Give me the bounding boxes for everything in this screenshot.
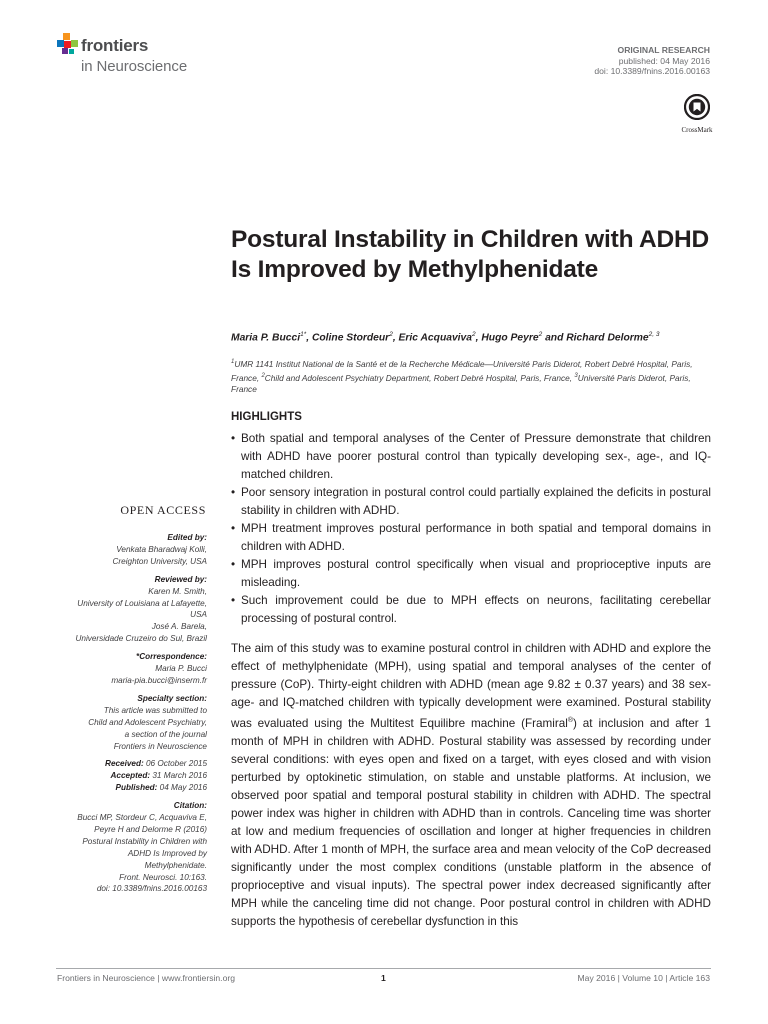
affiliation-text: UMR 1141 Institut National de la Santé et de la Recherche Médicale—Université Paris Diderot, Robert Debré Hospital, Paris, France, <box>231 358 693 383</box>
article-meta <box>594 45 710 77</box>
article-info-sidebar <box>56 532 207 901</box>
affiliation-text: Université Paris Diderot, Paris, France <box>231 372 691 395</box>
dates-section <box>56 758 207 794</box>
reviewed-by-section <box>56 574 207 645</box>
frontiers-logo-icon <box>57 33 79 57</box>
highlight-item: • MPH improves postural control specifically when visual and proprioceptive inputs are misleading. <box>231 556 711 592</box>
specialty-list <box>56 705 207 753</box>
abstract-text-part2: ) at inclusion and after 1 month of MPH in children with ADHD. Postural stability was assessed by recording under several conditions: with eyes open and fixed on a target, with eyes closed and with vision perturbed by optokinetic stimulation, on stable and unstable platforms. At inclusion, we observed poor spatial and temporal postural stability in children with ADHD. The spectral power index was higher in children with ADHD than in controls. Canceling time was shorter at low and medium frequencies of oscillation and longer at higher frequencies in children with ADHD. After 1 month of MPH, the surface area and mean velocity of the CoP decreased significantly under the most complex conditions (unstable platform in the absence of proprioceptive and visual inputs). The spectral power index decreased significantly after MPH while the canceling time did not change. Poor postural control in children with ADHD supports the hypothesis of cerebellar dysfunction in this <box>231 716 711 928</box>
sidebar-line: Creighton University, USA <box>112 556 207 566</box>
author-separator: and <box>542 332 567 344</box>
citation-label: Citation: <box>173 801 207 811</box>
crossmark-label: CrossMark <box>681 126 713 134</box>
published-date-sidebar: 04 May 2016 <box>159 783 207 793</box>
highlight-item: • MPH treatment improves postural performance in both spatial and temporal domains in children with ADHD. <box>231 520 711 556</box>
highlight-item: • Poor sensory integration in postural control could partially explained the deficits in postural stability in children with ADHD. <box>231 484 711 520</box>
citation-section <box>56 800 207 895</box>
accepted-label: Accepted: <box>110 771 151 781</box>
specialty-label: Specialty section: <box>137 693 207 703</box>
affiliation-text: Child and Adolescent Psychiatry Department, Robert Debré Hospital, Paris, France, <box>264 372 575 383</box>
edited-by-section <box>56 532 207 568</box>
citation-list <box>56 812 207 895</box>
sidebar-line: Bucci MP, Stordeur C, Acquaviva E, <box>77 813 207 823</box>
highlights-heading: HIGHLIGHTS <box>231 411 302 423</box>
reviewed-by-label: Reviewed by: <box>154 574 207 584</box>
accepted-date: 31 March 2016 <box>152 771 207 781</box>
correspondence-list <box>56 663 207 687</box>
edited-by-label: Edited by: <box>167 533 207 542</box>
crossmark-badge[interactable] <box>674 94 720 134</box>
logo-text-journal: in Neuroscience <box>81 58 188 75</box>
sidebar-line: Postural Instability in Children with <box>82 836 207 846</box>
accepted-row <box>56 770 207 782</box>
open-access-label: OPEN ACCESS <box>120 503 206 517</box>
highlights-list <box>231 430 711 628</box>
article-title: Postural Instability in Children with ADHD Is Improved by Methylphenidate <box>231 226 709 283</box>
abstract <box>231 640 711 931</box>
sidebar-line: Child and Adolescent Psychiatry, <box>88 717 207 727</box>
sidebar-line: Maria P. Bucci <box>155 664 207 674</box>
author-name[interactable]: Maria P. Bucci <box>231 332 301 344</box>
author-name[interactable]: Hugo Peyre <box>481 332 539 344</box>
published-date: published: 04 May 2016 <box>618 55 710 66</box>
author-name[interactable]: Richard Delorme <box>566 332 649 344</box>
sidebar-line: University of Louisiana at Lafayette, <box>77 598 207 608</box>
sidebar-line[interactable]: maria-pia.bucci@inserm.fr <box>111 675 207 685</box>
edited-by-list <box>56 544 207 568</box>
received-row <box>56 758 207 770</box>
received-date: 06 October 2015 <box>146 759 207 769</box>
sidebar-line: USA <box>190 610 207 620</box>
author-affiliation-mark: 2, 3 <box>648 331 660 338</box>
sidebar-line[interactable]: doi: 10.3389/fnins.2016.00163 <box>96 884 207 894</box>
author-affiliation-mark: 2 <box>472 331 476 338</box>
sidebar-line: Front. Neurosci. 10:163. <box>119 872 207 882</box>
sidebar-line: Venkata Bharadwaj Kolli, <box>116 544 207 554</box>
highlight-item: • Such improvement could be due to MPH effects on neurons, facilitating cerebellar processing of postural control. <box>231 592 711 628</box>
logo-text-frontiers: frontiers <box>81 36 149 55</box>
footer-journal[interactable]: Frontiers in Neuroscience | www.frontiersin.org <box>57 973 235 983</box>
footer-divider <box>56 968 711 969</box>
sidebar-line: José A. Barela, <box>151 622 207 632</box>
author-separator: , <box>475 332 482 344</box>
author-name[interactable]: Coline Stordeur <box>311 332 390 344</box>
correspondence-label: *Correspondence: <box>136 652 207 662</box>
sidebar-line: ADHD Is Improved by <box>127 848 207 858</box>
author-name[interactable]: Eric Acquaviva <box>398 332 472 344</box>
author-separator: , <box>306 332 312 344</box>
sidebar-line: Frontiers in Neuroscience <box>113 741 207 751</box>
journal-logo[interactable] <box>57 33 227 79</box>
sidebar-line: Methylphenidate. <box>144 860 207 870</box>
sidebar-line: This article was submitted to <box>103 705 207 715</box>
highlight-item: • Both spatial and temporal analyses of the Center of Pressure demonstrate that children with ADHD have poorer postural control than typically developing sex-, age-, and IQ-matched children. <box>231 430 711 484</box>
author-affiliation-mark: 2 <box>538 331 543 338</box>
affiliation-mark: 2 <box>261 372 265 379</box>
published-row <box>56 782 207 794</box>
sidebar-line: Universidade Cruzeiro do Sul, Brazil <box>75 634 207 644</box>
article-doi[interactable]: doi: 10.3389/fnins.2016.00163 <box>594 66 710 76</box>
received-label: Received: <box>105 759 144 769</box>
author-affiliation-mark: 1* <box>300 331 307 338</box>
correspondence-section <box>56 651 207 687</box>
crossmark-icon <box>684 94 710 120</box>
footer-issue: May 2016 | Volume 10 | Article 163 <box>577 973 710 983</box>
reviewed-by-list <box>56 586 207 646</box>
affiliation-mark: 1 <box>231 359 235 365</box>
page-number: 1 <box>381 973 386 983</box>
article-type: ORIGINAL RESEARCH <box>617 45 710 55</box>
author-affiliation-mark: 2 <box>389 331 393 338</box>
affiliations <box>231 357 701 396</box>
specialty-section <box>56 693 207 753</box>
author-separator: , <box>392 332 399 344</box>
sidebar-line: a section of the journal <box>124 729 207 739</box>
published-label: Published: <box>115 783 158 793</box>
sidebar-line: Karen M. Smith, <box>148 586 207 596</box>
registered-mark: ® <box>567 717 574 724</box>
author-list <box>231 331 721 343</box>
affiliation-mark: 3 <box>574 372 578 379</box>
abstract-text-part1: The aim of this study was to examine postural control in children with ADHD and explore the effect of methylphenidate (MPH), using spatial and temporal analyses of the center of pressure (CoP). Thirty-eight children with ADHD (mean age 9.82 ± 0.37 years) and 38 sex- age- and IQ-matched children with typically development were examined. Postural stability was evaluated using the Multitest Equilibre machine (Framiral <box>231 642 711 730</box>
sidebar-line: Peyre H and Delorme R (2016) <box>94 824 207 834</box>
